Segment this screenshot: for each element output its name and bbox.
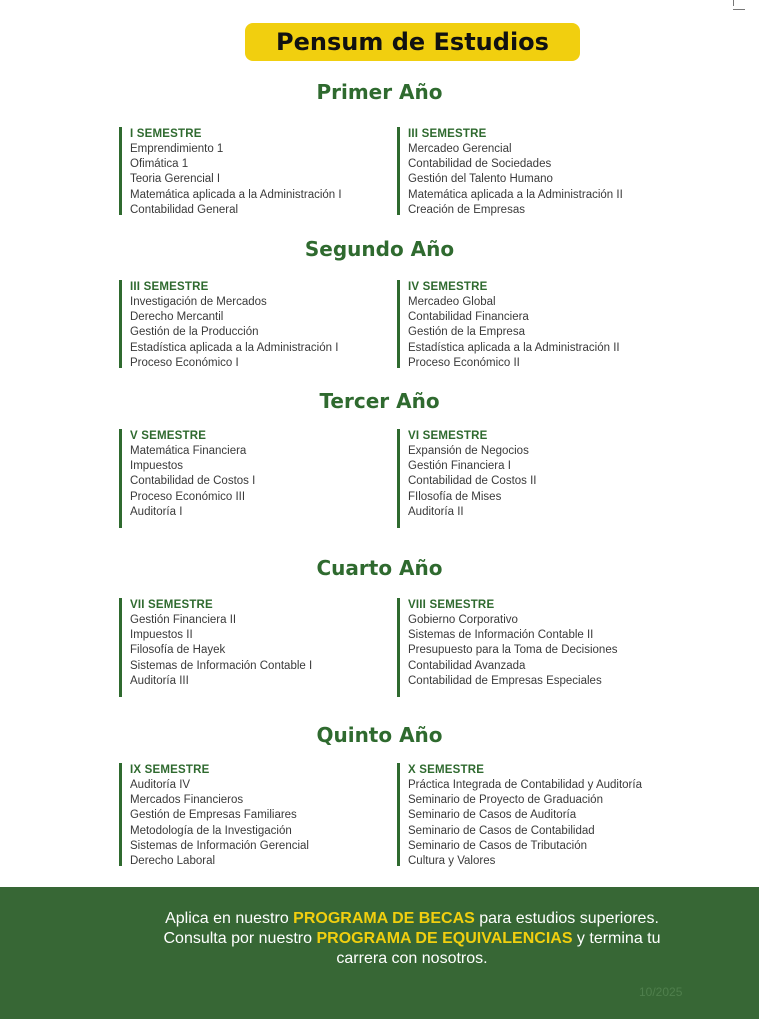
course-item: Matemática aplicada a la Administración I <box>130 188 342 201</box>
course-item: Filosofía de Hayek <box>130 644 226 657</box>
footer-message <box>0 909 759 969</box>
course-item: Metodología de la Investigación <box>130 824 292 837</box>
semester-title: VII SEMESTRE <box>130 599 213 611</box>
course-item: Impuestos II <box>130 629 193 642</box>
course-item: Creación de Empresas <box>408 203 525 216</box>
course-list <box>130 444 255 520</box>
course-item: Matemática aplicada a la Administración II <box>408 188 623 201</box>
semester-block <box>119 429 255 528</box>
footer-line-1 <box>65 909 759 929</box>
course-item: Sistemas de Información Contable II <box>408 629 594 642</box>
semester-title: V SEMESTRE <box>130 430 207 442</box>
year-title-segundo: Segundo Año <box>304 237 455 261</box>
course-item: Gobierno Corporativo <box>408 614 518 626</box>
course-list <box>130 142 342 218</box>
semester-block <box>397 127 623 215</box>
course-item: Contabilidad de Empresas Especiales <box>408 674 602 687</box>
course-list <box>408 142 623 218</box>
page-title: Pensum de Estudios <box>245 23 580 61</box>
footer-text-segment: Aplica en nuestro <box>165 910 294 927</box>
footer-line-2 <box>65 929 759 949</box>
course-item: Ofimática 1 <box>130 158 189 171</box>
course-list <box>408 295 620 371</box>
course-item: Seminario de Casos de Contabilidad <box>408 824 595 837</box>
course-list <box>408 613 617 689</box>
course-item: Mercados Financieros <box>130 794 244 807</box>
course-item: Gestión del Talento Humano <box>408 173 553 186</box>
course-list <box>408 444 537 520</box>
course-list <box>130 295 338 371</box>
year-title-primer: Primer Año <box>316 80 443 104</box>
footer-text-segment: Consulta por nuestro <box>163 930 317 947</box>
corner-crop-mark <box>733 0 745 10</box>
course-item: Contabilidad Financiera <box>408 311 529 324</box>
course-item: Auditoría II <box>408 505 464 518</box>
semester-title: IV SEMESTRE <box>408 281 488 293</box>
course-item: Auditoría I <box>130 505 183 518</box>
course-item: Seminario de Casos de Auditoría <box>408 809 577 822</box>
semester-block <box>397 763 642 866</box>
semester-block <box>119 280 338 368</box>
course-item: Contabilidad Avanzada <box>408 659 526 672</box>
course-item: Gestión de la Empresa <box>408 326 525 339</box>
semester-title: III SEMESTRE <box>130 281 209 293</box>
semester-block <box>397 280 620 368</box>
course-item: Sistemas de Información Contable I <box>130 659 313 672</box>
course-item: Emprendimiento 1 <box>130 143 224 155</box>
course-item: Estadística aplicada a la Administración I <box>130 341 339 354</box>
semester-block <box>397 429 537 528</box>
footer-line-3: carrera con nosotros. <box>336 950 488 967</box>
semester-block <box>397 598 617 697</box>
semester-block <box>119 598 312 697</box>
course-item: Gestión de la Producción <box>130 326 259 339</box>
course-item: Proceso Económico II <box>408 356 520 369</box>
course-item: Presupuesto para la Toma de Decisiones <box>408 644 618 657</box>
course-item: Teoria Gerencial I <box>130 173 221 186</box>
semester-title: VI SEMESTRE <box>408 430 488 442</box>
course-item: Proceso Económico I <box>130 356 239 369</box>
semester-block <box>119 763 309 866</box>
semester-title: III SEMESTRE <box>408 128 487 140</box>
course-item: Mercadeo Global <box>408 296 496 308</box>
course-list <box>130 778 309 869</box>
course-item: Gestión Financiera I <box>408 460 511 473</box>
course-item: Impuestos <box>130 460 184 473</box>
semester-block <box>119 127 342 215</box>
footer-text-segment: para estudios superiores. <box>474 910 659 927</box>
course-item: Auditoría IV <box>130 779 191 791</box>
semester-title: X SEMESTRE <box>408 764 485 776</box>
semester-title: VIII SEMESTRE <box>408 599 495 611</box>
course-list <box>130 613 312 689</box>
equivalency-program-highlight: PROGRAMA DE EQUIVALENCIAS <box>316 930 573 947</box>
year-title-cuarto: Cuarto Año <box>316 556 443 580</box>
course-item: Sistemas de Información Gerencial <box>130 839 309 852</box>
course-item: Investigación de Mercados <box>130 296 267 308</box>
scholarship-program-highlight: PROGRAMA DE BECAS <box>293 910 475 927</box>
footer-text-segment: y termina tu <box>572 930 661 947</box>
course-item: Contabilidad de Costos I <box>130 475 256 488</box>
year-title-quinto: Quinto Año <box>316 723 443 747</box>
footer-banner <box>0 887 759 1019</box>
course-item: Gestión Financiera II <box>130 614 237 626</box>
course-item: Contabilidad de Costos II <box>408 475 537 488</box>
course-item: Práctica Integrada de Contabilidad y Auditoría <box>408 779 642 791</box>
course-item: Matemática Financiera <box>130 445 247 457</box>
course-list <box>408 778 642 869</box>
course-item: Contabilidad General <box>130 203 239 216</box>
semester-title: I SEMESTRE <box>130 128 202 140</box>
version-date: 10/2025 <box>639 985 683 999</box>
course-item: Seminario de Casos de Tributación <box>408 839 587 852</box>
course-item: Derecho Mercantil <box>130 311 224 324</box>
course-item: Estadística aplicada a la Administración II <box>408 341 620 354</box>
course-item: FIlosofía de Mises <box>408 490 502 503</box>
course-item: Gestión de Empresas Familiares <box>130 809 297 822</box>
course-item: Derecho Laboral <box>130 855 216 868</box>
course-item: Auditoría III <box>130 674 189 687</box>
course-item: Cultura y Valores <box>408 855 496 868</box>
course-item: Seminario de Proyecto de Graduación <box>408 794 603 807</box>
course-item: Mercadeo Gerencial <box>408 143 512 155</box>
semester-title: IX SEMESTRE <box>130 764 210 776</box>
course-item: Contabilidad de Sociedades <box>408 158 552 171</box>
year-title-tercer: Tercer Año <box>319 389 440 413</box>
course-item: Expansión de Negocios <box>408 445 529 457</box>
course-item: Proceso Económico III <box>130 490 246 503</box>
